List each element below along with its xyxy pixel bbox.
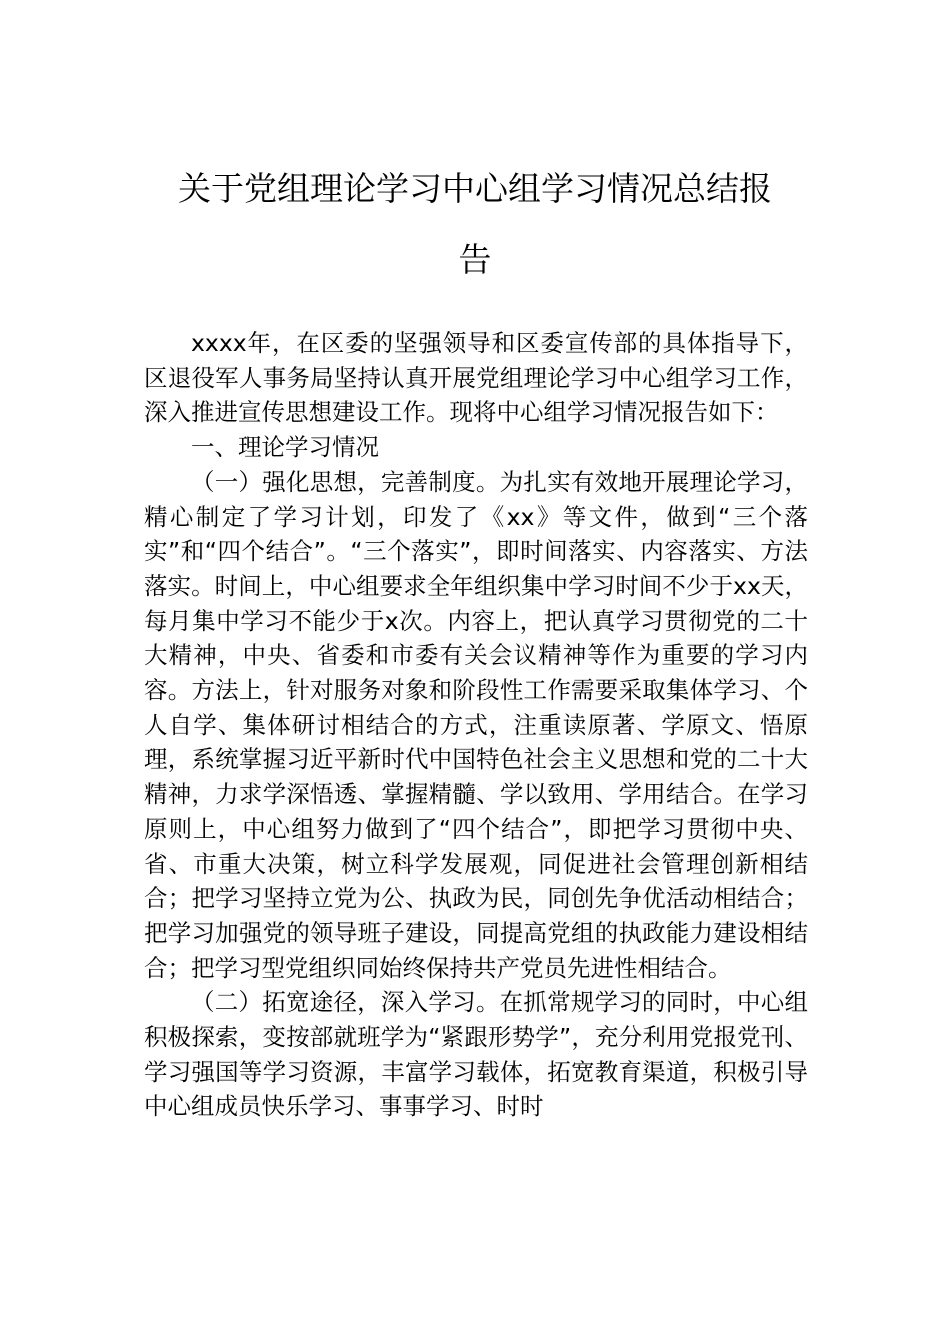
document-title-line-1: 关于党组理论学习中心组学习情况总结报 xyxy=(178,169,772,208)
section-heading: 一、理论学习情况 xyxy=(191,433,379,462)
intro-paragraph: xxxx年，在区委的坚强领导和区委宣传部的具体指导下，区退役军人事务局坚持认真开展党组理论学习中心组学习工作，深入推进宣传思想建设工作。现将中心组学习情况报告如下： xyxy=(144,329,808,427)
document-title-line-2: 告 xyxy=(458,240,492,279)
subsection-paragraph-1: （一）强化思想，完善制度。为扎实有效地开展理论学习，精心制定了学习计划，印发了《xx》等文件，做到“三个落实”和“四个结合”。“三个落实”，即时间落实、内容落实、方法落实。时间上，中心组要求全年组织集中学习时间不少于xx天，每月集中学习不能少于x次。内容上，把认真学习贯彻党的二十大精神，中央、省委和市委有关会议精神等作为重要的学习内容。方法上，针对服务对象和阶段性工作需要采取集体学习、个人自学、集体研讨相结合的方式，注重读原著、学原文、悟原理，系统掌握习近平新时代中国特色社会主义思想和党的二十大精神，力求学深悟透、掌握精髓、学以致用、学用结合。在学习原则上，中心组努力做到了“四个结合”，即把学习贯彻中央、省、市重大决策，树立科学发展观，同促进社会管理创新相结合；把学习坚持立党为公、执政为民，同创先争优活动相结合；把学习加强党的领导班子建设，同提高党组的执政能力建设相结合；把学习型党组织同始终保持共产党员先进性相结合。 xyxy=(144,467,808,982)
subsection-paragraph-2: （二）拓宽途径，深入学习。在抓常规学习的同时，中心组积极探索，变按部就班学为“紧跟形势学”，充分利用党报党刊、学习强国等学习资源，丰富学习载体，拓宽教育渠道，积极引导中心组成员快乐学习、事事学习、时时 xyxy=(144,988,808,1121)
document-body xyxy=(144,326,808,1124)
